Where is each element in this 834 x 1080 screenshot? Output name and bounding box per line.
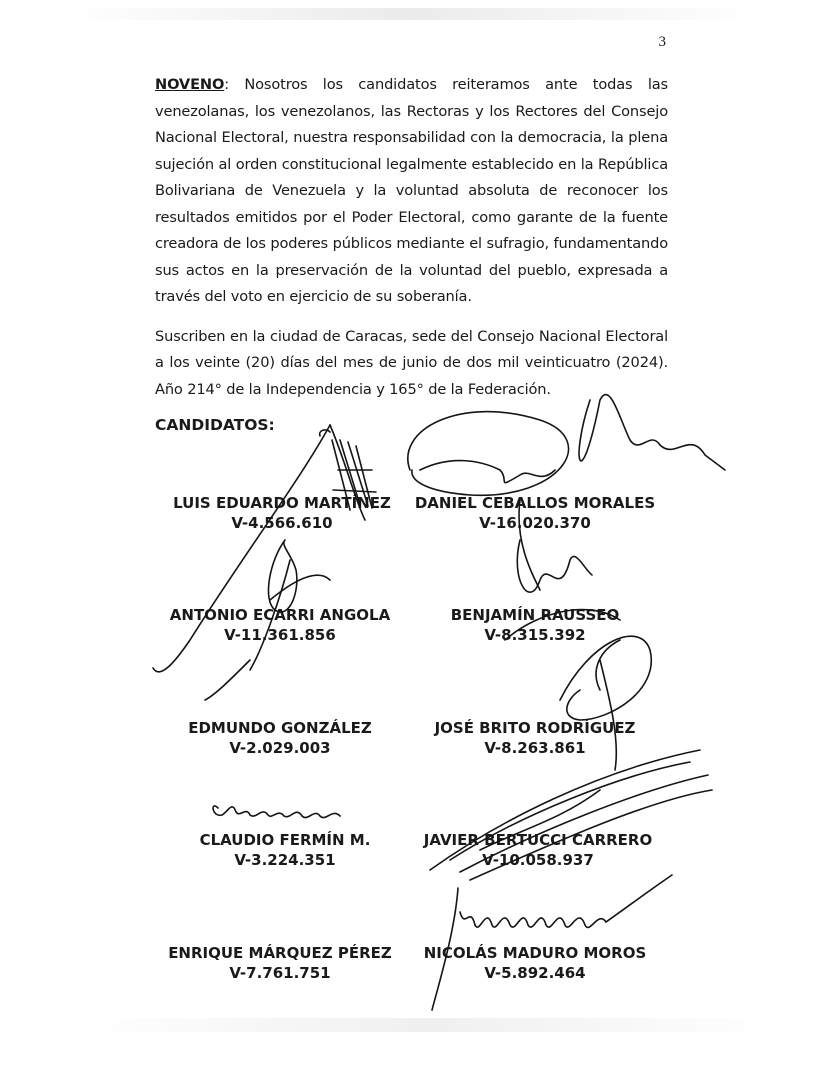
- candidate-id: V-7.761.751: [229, 964, 331, 982]
- candidate-block: [150, 605, 410, 645]
- candidate-id: V-2.029.003: [229, 739, 331, 757]
- candidate-name: NICOLÁS MADURO MOROS: [423, 944, 647, 962]
- candidate-block: [155, 830, 415, 870]
- candidate-name: JOSÉ BRITO RODRÍGUEZ: [434, 719, 636, 737]
- candidate-block: [405, 605, 665, 645]
- candidate-name: JAVIER BERTUCCI CARRERO: [423, 831, 653, 849]
- candidate-name: EDMUNDO GONZÁLEZ: [188, 719, 372, 737]
- page-number: 3: [658, 34, 666, 50]
- noveno-text: : Nosotros los candidatos reiteramos ante todas las venezolanas, los venezolanos, las Rectoras y los Rectores del Consejo Nacional Electoral, nuestra responsabilidad con la democracia, la plena sujeción al orden constitucional legalmente establecido en la República Bolivariana de Venezuela y la voluntad absoluta de reconocer los resultados emitidos por el Poder Electoral, como garante de la fuente creadora de los poderes públicos mediante el sufragio, fundamentando sus actos en la preservación de la voluntad del pueblo, expresada a través del voto en ejercicio de su soberanía.: [155, 76, 668, 305]
- candidate-name: ENRIQUE MÁRQUEZ PÉREZ: [168, 944, 392, 962]
- candidate-name: CLAUDIO FERMÍN M.: [199, 831, 371, 849]
- candidate-block: [405, 493, 665, 533]
- candidate-id: V-4.566.610: [231, 514, 333, 532]
- candidate-id: V-11.361.856: [224, 626, 336, 644]
- candidate-name: LUIS EDUARDO MARTÍNEZ: [173, 494, 391, 512]
- candidate-block: [152, 493, 412, 533]
- candidate-id: V-8.263.861: [484, 739, 586, 757]
- candidate-block: [405, 718, 665, 758]
- scan-artifact-top: [60, 8, 760, 20]
- candidate-id: V-5.892.464: [484, 964, 586, 982]
- candidate-id: V-16.020.370: [479, 514, 591, 532]
- paragraph-noveno: [155, 72, 668, 311]
- candidate-name: BENJAMÍN RAUSSEO: [450, 606, 620, 624]
- candidate-block: [150, 943, 410, 983]
- candidates-heading: CANDIDATOS:: [155, 416, 275, 434]
- candidate-id: V-8.315.392: [484, 626, 586, 644]
- noveno-label: NOVENO: [155, 76, 225, 93]
- scan-artifact-bottom: [80, 1018, 780, 1032]
- candidate-id: V-3.224.351: [234, 851, 336, 869]
- signature-claudio-fermin: [213, 806, 340, 818]
- document-body: [155, 72, 668, 416]
- candidate-block: [408, 830, 668, 870]
- paragraph-suscriben: Suscriben en la ciudad de Caracas, sede del Consejo Nacional Electoral a los veinte (20) días del mes de junio de dos mil veinticuatro (2024). Año 214° de la Independencia y 165° de la Federación.: [155, 327, 668, 398]
- candidate-block: [405, 943, 665, 983]
- candidate-block: [150, 718, 410, 758]
- candidate-name: DANIEL CEBALLOS MORALES: [414, 494, 656, 512]
- candidate-name: ANTONIO ECARRI ANGOLA: [169, 606, 391, 624]
- candidate-id: V-10.058.937: [482, 851, 594, 869]
